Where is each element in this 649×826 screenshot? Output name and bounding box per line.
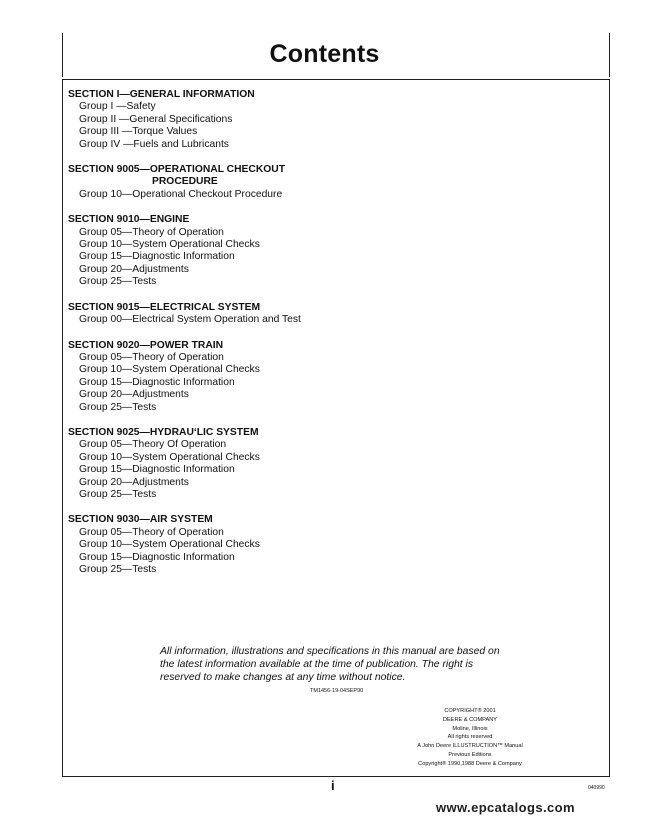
frame-rule-left [62,79,63,776]
page-code: 040990 [588,785,605,791]
page-number: i [331,778,335,793]
notice-code: TM1456-19-04SEP90 [310,688,364,694]
section-entry [68,427,598,501]
copyright-line: DEERE & COMPANY [443,716,497,723]
copyright-line: All rights reserved [447,734,493,741]
group-entry: Group II —General Specifications [79,113,233,125]
group-entry: Group 10—System Operational Checks [79,364,260,376]
group-entry: Group 15—Diagnostic Information [79,464,235,476]
group-entry: Group 05—Theory of Operation [79,226,224,238]
group-entry: Group 10—Operational Checkout Procedure [79,188,283,200]
section-heading: SECTION 9030—AIR SYSTEM [68,514,213,526]
group-entry: Group 20—Adjustments [79,263,189,275]
table-of-contents [68,89,598,589]
frame-rule-top [62,79,610,80]
copyright-line: A John Deere ILLUSTRUCTION™ Manual [417,743,523,750]
section-entry [68,164,598,201]
group-entry: Group 05—Theory Of Operation [79,439,227,451]
copyright-line: COPYRIGHT® 2001 [444,708,496,714]
group-entry: Group 05—Theory of Operation [79,351,224,363]
group-entry: Group 10—System Operational Checks [79,239,260,251]
section-heading-continuation: PROCEDURE [152,176,218,188]
group-entry: Group I —Safety [79,101,156,113]
copyright-line: Copyright® 1990,1988 Deere & Company [418,760,522,767]
notice-line: the latest information available at the time of publication. The right is [160,659,474,670]
group-entry: Group 10—System Operational Checks [79,539,260,551]
section-entry [68,302,598,327]
group-entry: Group 15—Diagnostic Information [79,251,235,263]
section-heading: SECTION 9010—ENGINE [68,214,190,226]
notice-line: All information, illustrations and specifications in this manual are based on [160,646,500,657]
section-heading: SECTION I—GENERAL INFORMATION [68,89,255,100]
section-heading: SECTION 9025—HYDRAUʻLIC SYSTEM [68,426,259,438]
group-entry: Group IV —Fuels and Lubricants [79,138,229,150]
watermark-link[interactable]: www.epcatalogs.com [436,800,575,815]
notice-line: reserved to make changes at any time without notice. [160,672,406,683]
section-entry [68,340,598,414]
section-entry [68,514,598,576]
group-entry: Group III —Torque Values [79,126,198,138]
section-entry [68,214,598,288]
group-entry: Group 05—Theory of Operation [79,526,224,538]
group-entry: Group 15—Diagnostic Information [79,551,235,563]
group-entry: Group 25—Tests [79,276,157,288]
group-entry: Group 10—System Operational Checks [79,451,260,463]
group-entry: Group 20—Adjustments [79,389,189,401]
section-heading: SECTION 9005—OPERATIONAL CHECKOUT [68,164,286,176]
copyright-line: Moline, Illinois [452,725,488,732]
section-entry [68,89,598,151]
group-entry: Group 25—Tests [79,488,157,500]
group-entry: Group 25—Tests [79,401,157,413]
copyright-block [400,707,540,769]
group-entry: Group 15—Diagnostic Information [79,376,235,388]
group-entry: Group 20—Adjustments [79,476,189,488]
section-heading: SECTION 9020—POWER TRAIN [68,339,224,351]
group-entry: Group 25—Tests [79,564,157,575]
notice-text [160,645,560,684]
frame-rule-right [609,79,610,776]
page-title: Contents [269,40,380,68]
frame-rule-bottom [62,776,610,777]
section-heading: SECTION 9015—ELECTRICAL SYSTEM [68,301,261,313]
group-entry: Group 00—Electrical System Operation and Test [79,314,301,326]
copyright-line: Previous Editions [448,751,492,758]
